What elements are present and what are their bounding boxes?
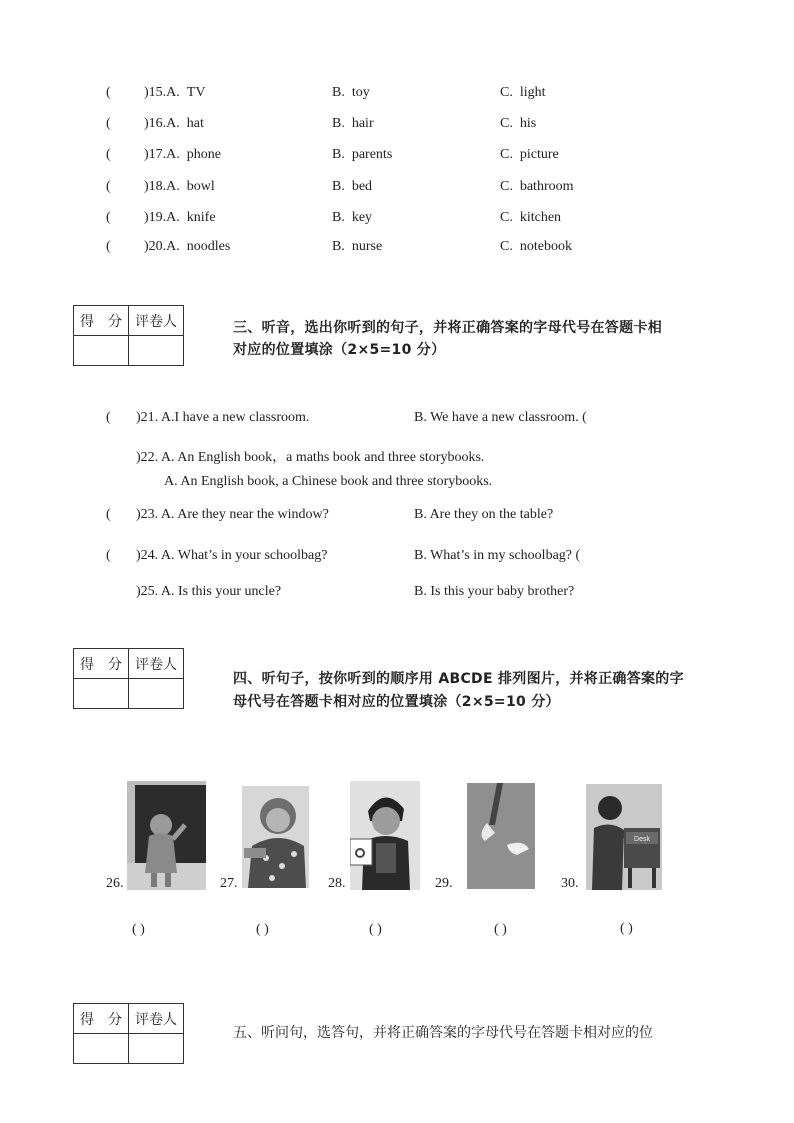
section3-title: 三、听音，选出你听到的句子，并将正确答案的字母代号在答题卡相 xyxy=(233,320,662,336)
picture-girl-blackboard xyxy=(127,781,206,890)
picture-girl-scarf xyxy=(242,786,309,888)
option-c: C. picture xyxy=(500,147,559,162)
answer-paren[interactable]: ( ) xyxy=(132,922,145,937)
item-23-b: B. Are they on the table? xyxy=(414,507,554,522)
score-cell[interactable] xyxy=(74,679,129,709)
answer-paren[interactable]: ( xyxy=(106,507,111,522)
answer-paren[interactable]: ( ) xyxy=(620,921,633,936)
option-c: C. notebook xyxy=(500,239,572,254)
answer-paren[interactable]: ( xyxy=(106,239,111,254)
item-24-b: B. What’s in my schoolbag? ( xyxy=(414,548,581,563)
item-16: )16.A. hat xyxy=(144,116,204,131)
item-17: )17.A. phone xyxy=(144,147,222,162)
score-cell[interactable] xyxy=(74,336,129,366)
desk-label: Desk xyxy=(634,836,650,843)
section3-title-cont: 对应的位置填涂（2×5=10 分） xyxy=(233,342,446,358)
option-c: C. light xyxy=(500,85,546,100)
section4-title: 四、听句子，按你听到的顺序用 ABCDE 排列图片，并将正确答案的字 xyxy=(233,671,684,687)
picture-number: 29. xyxy=(435,876,453,891)
score-label: 得 分 xyxy=(74,649,129,679)
option-b: B. parents xyxy=(332,147,393,162)
option-b: B. key xyxy=(332,210,373,225)
option-b: B. bed xyxy=(332,179,373,194)
item-24-a: )24. A. What’s in your schoolbag? xyxy=(136,548,328,563)
answer-paren[interactable]: ( xyxy=(106,548,111,563)
answer-paren[interactable]: ( xyxy=(106,410,111,425)
option-b: B. toy xyxy=(332,85,370,100)
picture-number: 27. xyxy=(220,876,238,891)
score-box xyxy=(73,1003,184,1064)
option-b: B. hair xyxy=(332,116,374,131)
grader-cell[interactable] xyxy=(129,336,184,366)
answer-paren[interactable]: ( ) xyxy=(256,922,269,937)
item-20: )20.A. noodles xyxy=(144,239,231,254)
item-23-a: )23. A. Are they near the window? xyxy=(136,507,329,522)
picture-number: 30. xyxy=(561,876,579,891)
item-21-a: )21. A.I have a new classroom. xyxy=(136,410,310,425)
option-c: C. kitchen xyxy=(500,210,562,225)
answer-paren[interactable]: ( xyxy=(106,116,111,131)
item-25-b: B. Is this your baby brother? xyxy=(414,584,575,599)
grader-label: 评卷人 xyxy=(129,1004,184,1034)
answer-paren[interactable]: ( xyxy=(106,179,111,194)
answer-paren[interactable]: ( xyxy=(106,210,111,225)
score-label: 得 分 xyxy=(74,1004,129,1034)
option-c: C. bathroom xyxy=(500,179,574,194)
section5-title: 五、听问句，选答句，并将正确答案的字母代号在答题卡相对应的位 xyxy=(233,1025,653,1041)
item-25-a: )25. A. Is this your uncle? xyxy=(136,584,282,599)
item-18: )18.A. bowl xyxy=(144,179,215,194)
score-label: 得 分 xyxy=(74,306,129,336)
option-c: C. his xyxy=(500,116,537,131)
option-b: B. nurse xyxy=(332,239,383,254)
picture-boy-keys xyxy=(350,781,420,890)
answer-paren[interactable]: ( xyxy=(106,85,111,100)
score-cell[interactable] xyxy=(74,1034,129,1064)
answer-paren[interactable]: ( xyxy=(106,147,111,162)
item-21-b: B. We have a new classroom. ( xyxy=(414,410,587,425)
item-22-a: )22. A. An English book，a maths book and three storybooks. xyxy=(136,450,485,465)
grader-label: 评卷人 xyxy=(129,306,184,336)
item-19: )19.A. knife xyxy=(144,210,216,225)
picture-knife xyxy=(467,783,535,889)
item-22-b: A. An English book, a Chinese book and three storybooks. xyxy=(164,474,493,489)
section4-title-cont: 母代号在答题卡相对应的位置填涂（2×5=10 分） xyxy=(233,694,560,710)
item-15: )15.A. TV xyxy=(144,85,206,100)
score-box xyxy=(73,648,184,709)
grader-label: 评卷人 xyxy=(129,649,184,679)
picture-boy-desk xyxy=(586,784,662,890)
picture-number: 26. xyxy=(106,876,124,891)
picture-number: 28. xyxy=(328,876,346,891)
answer-paren[interactable]: ( ) xyxy=(494,922,507,937)
answer-paren[interactable]: ( ) xyxy=(369,922,382,937)
grader-cell[interactable] xyxy=(129,1034,184,1064)
grader-cell[interactable] xyxy=(129,679,184,709)
score-box xyxy=(73,305,184,366)
